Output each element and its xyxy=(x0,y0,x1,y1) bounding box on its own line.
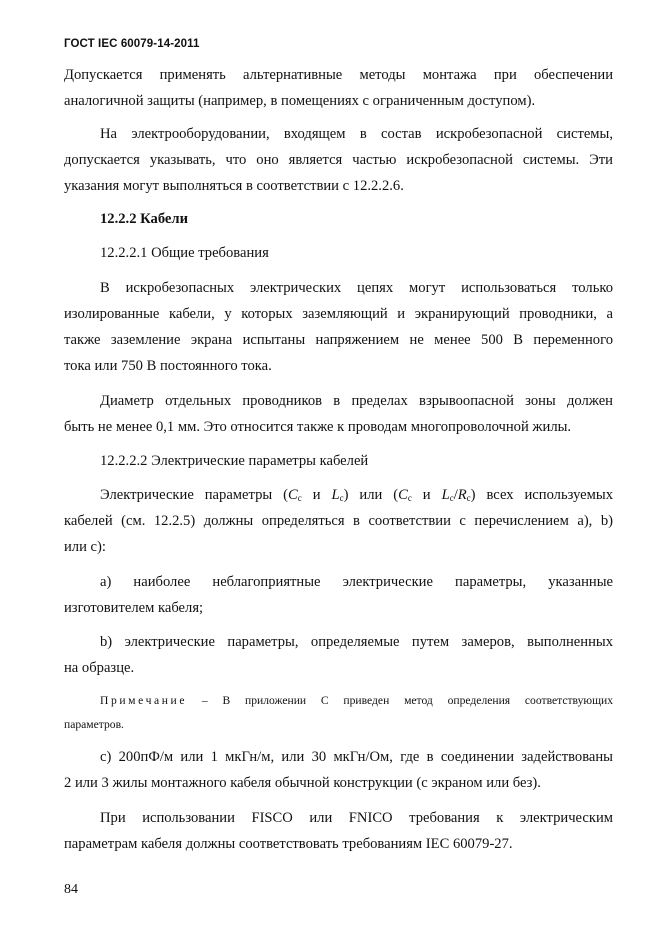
note-block xyxy=(64,689,613,737)
text-line: указания могут выполняться в соответствии с 12.2.2.6. xyxy=(64,178,404,194)
list-item-b xyxy=(64,629,613,681)
text-line: быть не менее 0,1 мм. Это относится также к проводам многопроволочной жилы. xyxy=(64,419,572,435)
text-line: с) 200пФ/м или 1 мкГн/м, или 30 мкГн/Ом, где в соединении задействованы xyxy=(100,749,613,765)
note-line: Примечание – В приложении С приведен метод определения соответствующих xyxy=(100,694,614,707)
text-line: b) электрические параметры, определяемые путем замеров, выполненных xyxy=(100,634,613,650)
note-label: Примечание xyxy=(100,694,188,707)
text-line: В искробезопасных электрических цепях могут использоваться только xyxy=(100,280,613,296)
subsection-heading: 12.2.2.2 Электрические параметры кабелей xyxy=(100,453,369,469)
text-line: изолированные кабели, у которых заземляющий и экранирующий проводники, а xyxy=(64,306,613,322)
text-line: изготовителем кабеля; xyxy=(64,600,204,616)
paragraph-conductor-diameter xyxy=(64,388,613,440)
text-line: кабелей (см. 12.2.5) должны определяться в соответствии с перечислением а), b) xyxy=(64,513,613,529)
paragraph-fisco-fnico xyxy=(64,805,613,857)
subsection-heading: 12.2.2.1 Общие требования xyxy=(100,245,269,261)
subsection-electrical-parameters-block xyxy=(64,448,613,474)
text-line: Диаметр отдельных проводников в пределах взрывоопасной зоны должен xyxy=(100,393,613,409)
text-line: а) наиболее неблагоприятные электрические параметры, указанные xyxy=(100,574,613,590)
text-line: параметрам кабеля должны соответствовать требованиям IEC 60079-27. xyxy=(64,836,513,852)
text-line: допускается указывать, что оно является частью искробезопасной системы. Эти xyxy=(64,152,613,168)
page-number: 84 xyxy=(64,882,78,897)
text-line: Допускается применять альтернативные методы монтажа при обеспечении xyxy=(64,67,613,83)
paragraph-electrical-parameters xyxy=(64,482,613,560)
text-line: на образце. xyxy=(64,660,135,676)
text-line: или c): xyxy=(64,539,106,555)
text-line: тока или 750 В постоянного тока. xyxy=(64,358,272,374)
paragraph-intrinsic-system-marking xyxy=(64,121,613,199)
text-line: При использовании FISCO или FNICO требования к электрическим xyxy=(100,810,613,826)
document-header-id: ГОСТ IEC 60079-14-2011 xyxy=(64,38,200,50)
list-item-c xyxy=(64,744,613,796)
note-line: параметров. xyxy=(64,718,124,731)
text-line-with-symbols: Электрические параметры ($C_c$ и $L_c$) или ($C_c$ и $L_c/R_c$) всех используемых xyxy=(100,487,613,503)
text-line: аналогичной защиты (например, в помещениях с ограниченным доступом). xyxy=(64,93,536,109)
paragraph-alt-methods xyxy=(64,62,613,114)
text-line: также заземление экрана испытаны напряжением не менее 500 В переменного xyxy=(64,332,613,348)
section-heading-cables-block xyxy=(64,206,613,232)
text-line: На электрооборудовании, входящем в состав искробезопасной системы, xyxy=(100,126,613,142)
list-item-a xyxy=(64,569,613,621)
text-line: 2 или 3 жилы монтажного кабеля обычной конструкции (с экраном или без). xyxy=(64,775,541,791)
subsection-general-requirements-block xyxy=(64,240,613,266)
paragraph-insulated-cables xyxy=(64,275,613,379)
section-heading: 12.2.2 Кабели xyxy=(100,211,188,227)
